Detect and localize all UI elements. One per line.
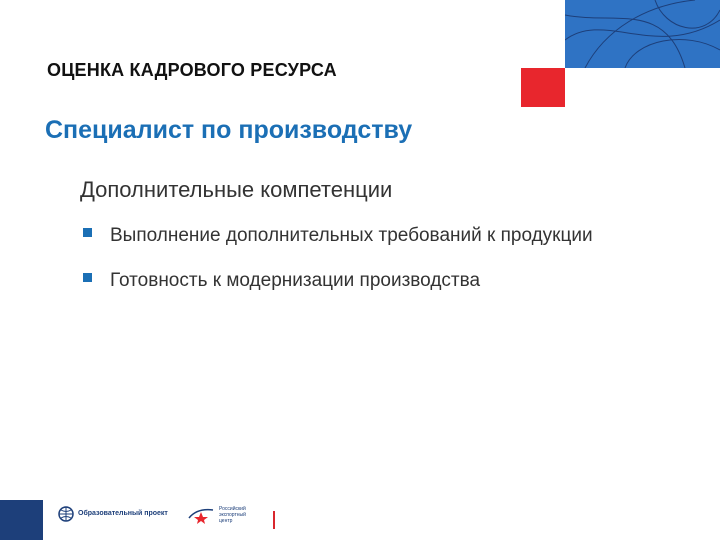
bullet-item	[80, 222, 600, 249]
logo-export-center	[187, 506, 255, 524]
decorative-red-block	[521, 68, 565, 107]
slide-title: Специалист по производству	[45, 116, 413, 144]
logo-educational-project	[58, 506, 168, 522]
bullet-text: Готовность к модернизации производства	[110, 270, 481, 291]
bullet-list	[80, 222, 600, 312]
bullet-square-icon	[83, 273, 92, 282]
star-logo-icon	[187, 506, 215, 524]
decorative-blue-block	[565, 0, 720, 68]
bullet-item	[80, 267, 600, 294]
decorative-curves	[565, 0, 720, 68]
footer-divider	[273, 511, 275, 529]
logo2-text: Российский экспортный центр	[219, 506, 246, 524]
slide-header: ОЦЕНКА КАДРОВОГО РЕСУРСА	[47, 60, 337, 80]
bullet-square-icon	[83, 228, 92, 237]
globe-logo-icon	[58, 506, 74, 522]
section-heading: Дополнительные компетенции	[80, 177, 393, 202]
bullet-text: Выполнение дополнительных требований к продукции	[110, 225, 593, 246]
logo1-text: Образовательный проект	[78, 510, 168, 517]
footer-navy-block	[0, 500, 43, 540]
